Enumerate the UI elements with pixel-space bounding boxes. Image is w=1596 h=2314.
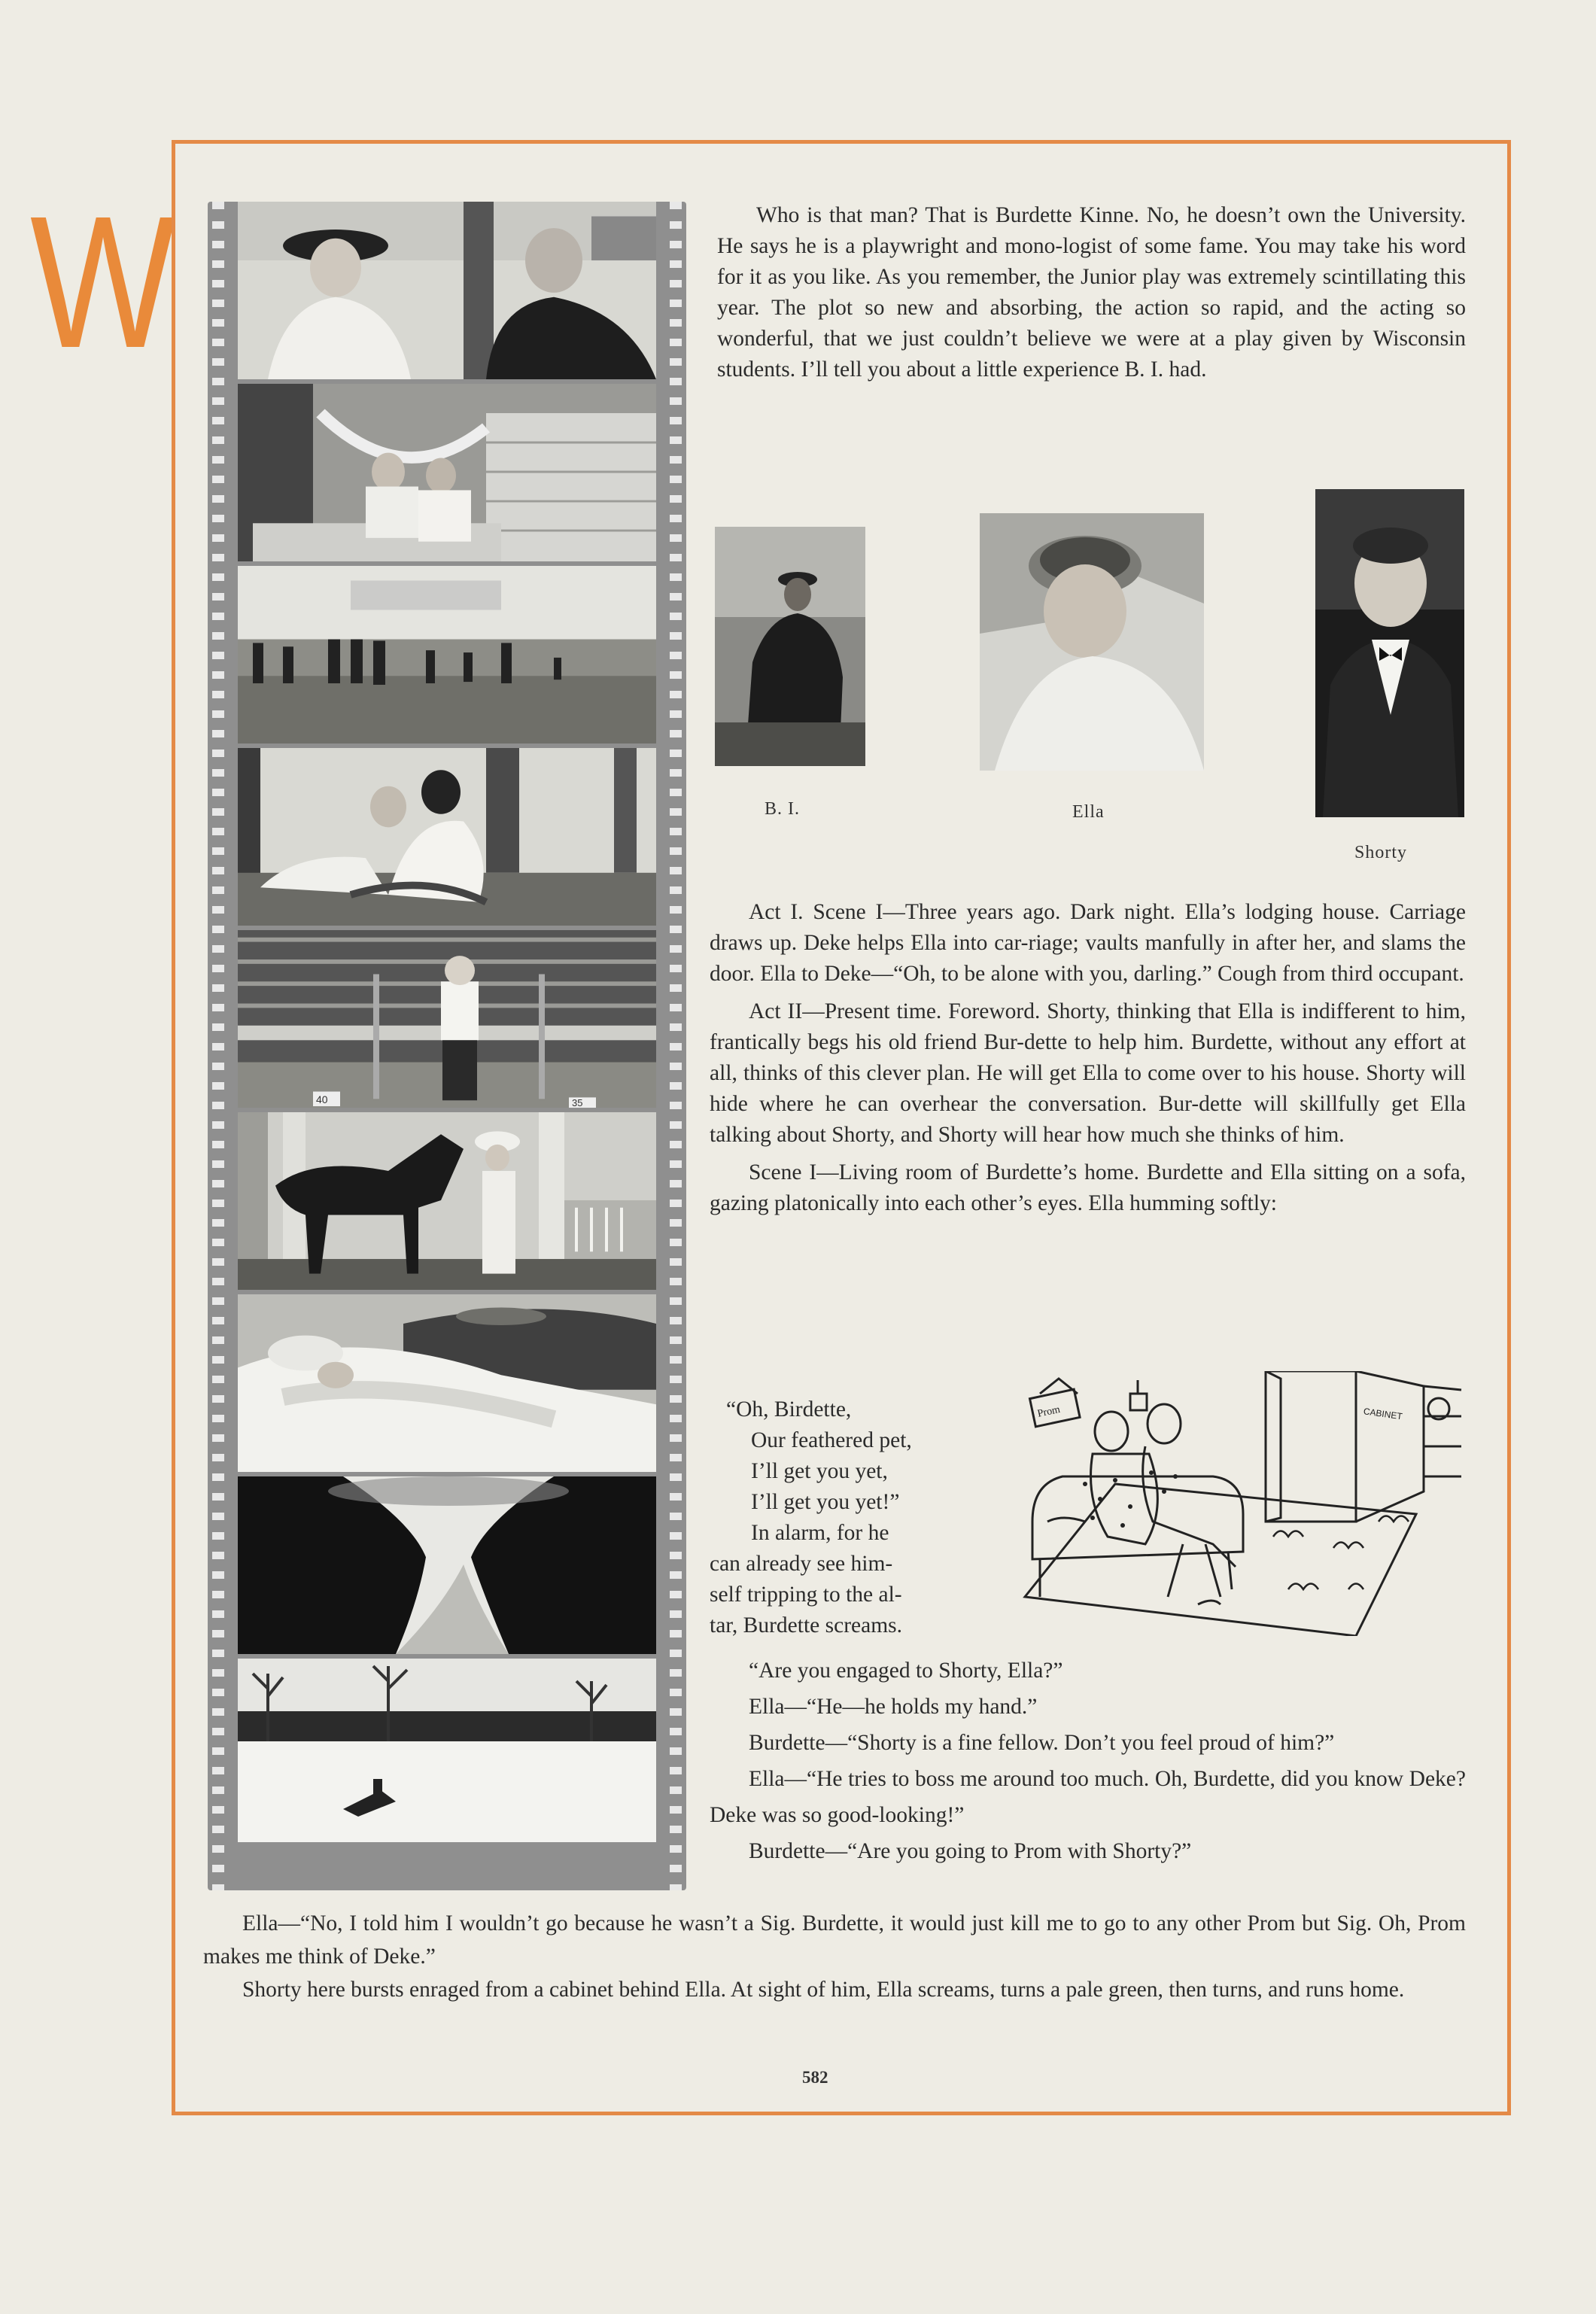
scene-one-paragraph: Scene I—Living room of Burdette’s home. Burdette and Ella sitting on a sofa, gazing platonically into each other’s eyes. Ella humming softly:	[710, 1160, 1466, 1215]
alarm-line: self tripping to the al-	[710, 1583, 902, 1607]
dialogue-line: Ella—“He tries to boss me around too much. Oh, Burdette, did you know Deke? Deke was so good-looking!”	[710, 1767, 1466, 1827]
photo-waterfall	[238, 1476, 656, 1659]
act-one-paragraph: Act I. Scene I—Three years ago. Dark night. Ella’s lodging house. Carriage draws up. Deke helps Ella into car-riage; vaults manfully in after her, and slams the door. Ella to Deke—“Oh, to be alone with you, darling.” Cough from third occupant.	[710, 900, 1466, 986]
portrait-shorty	[1315, 489, 1464, 817]
poem-line: I’ll get you yet!”	[751, 1490, 900, 1514]
dialogue-line: “Are you engaged to Shorty, Ella?”	[749, 1659, 1063, 1683]
intro-paragraph: Who is that man? That is Burdette Kinne. No, he doesn’t own the University. He says he is a playwright and mono-logist of some fame. You may take his word for it as you like. As you remember, the Junior play was extremely scintillating this year. The plot so new and absorbing, the action so rapid, and the acting so wonderful, that we just couldn’t believe we were at a play given by Wisconsin students. I’ll tell you about a little experience B. I. had.	[717, 203, 1466, 382]
closing-paragraph: Shorty here bursts enraged from a cabinet behind Ella. At sight of him, Ella screams, turns a pale green, then turns, and runs home.	[242, 1978, 1405, 2002]
poem-block	[710, 1394, 980, 1641]
photo-hammock-porch	[238, 384, 656, 566]
dialogue-line: Ella—“He—he holds my hand.”	[749, 1695, 1038, 1719]
portrait-caption-bi: B. I.	[765, 799, 800, 819]
poem-line: I’ll get you yet,	[751, 1459, 888, 1483]
dialogue-line: Burdette—“Are you going to Prom with Shorty?”	[749, 1839, 1192, 1863]
portrait-ella	[980, 513, 1204, 771]
portrait-caption-shorty: Shorty	[1354, 843, 1408, 862]
film-perforations-right	[670, 202, 682, 1890]
field-marker-right: 35	[572, 1097, 583, 1108]
film-strip	[208, 202, 686, 1890]
cartoon-sign-prom: Prom	[1036, 1403, 1062, 1420]
cartoon-sign-cabinet: CABINET	[1363, 1406, 1403, 1422]
closing-paragraph: Ella—“No, I told him I wouldn’t go because he wasn’t a Sig. Burdette, it would just kill me to go to any other Prom but Sig. Oh, Prom makes me think of Deke.”	[203, 1911, 1466, 1969]
photo-field-crowd	[238, 566, 656, 748]
portrait-caption-ella: Ella	[1072, 802, 1105, 822]
film-perforations-left	[212, 202, 224, 1890]
alarm-line: can already see him-	[710, 1552, 893, 1576]
portrait-bi	[715, 527, 865, 766]
page-number: 582	[802, 2068, 828, 2087]
photo-couple-lawn	[238, 748, 656, 930]
dialogue-line: Burdette—“Shorty is a fine fellow. Don’t you feel proud of him?”	[749, 1731, 1335, 1755]
photo-horse-woman	[238, 1112, 656, 1294]
act-two-paragraph: Act II—Present time. Foreword. Shorty, thinking that Ella is indifferent to him, frantically begs his old friend Bur-dette to help him. Burdette, without any effort at all, thinks of this clever plan. He will get Ella to come over to his house. Shorty will hide where he can overhear the conversation. Bur-dette will skillfully get Ella talking about Shorty, and Shorty will hear how much she thinks of him.	[710, 999, 1466, 1147]
poem-line: “Oh, Birdette,	[726, 1397, 852, 1422]
closing-section	[203, 1907, 1466, 2006]
field-marker-left: 40	[316, 1093, 328, 1106]
intro-section	[717, 200, 1466, 385]
photo-winter-scene	[238, 1659, 656, 1842]
photo-reclining-car	[238, 1294, 656, 1476]
acts-section	[710, 897, 1466, 1219]
drop-cap-letter: W	[30, 177, 174, 387]
photo-couple-in-woods	[238, 202, 656, 384]
alarm-line: In alarm, for he	[751, 1521, 889, 1545]
dialogue-section	[710, 1653, 1466, 1869]
cartoon-sofa-scene	[1017, 1371, 1466, 1636]
alarm-line: tar, Burdette screams.	[710, 1613, 903, 1637]
poem-line: Our feathered pet,	[751, 1428, 912, 1452]
photo-stadium-athlete	[238, 930, 656, 1112]
